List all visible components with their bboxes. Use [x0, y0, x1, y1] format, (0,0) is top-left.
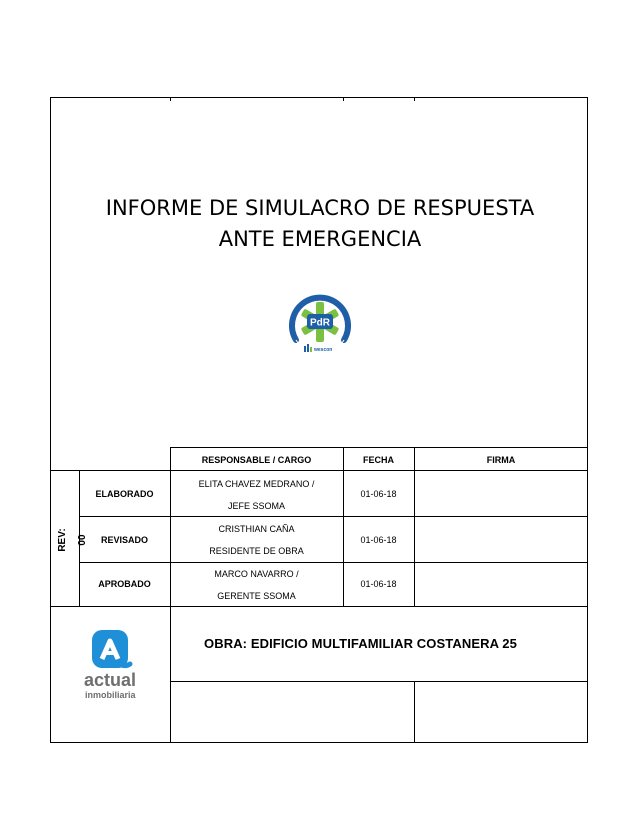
document-title — [52, 193, 588, 255]
actual-logo — [80, 628, 150, 708]
stage-elaborado: ELABORADO — [95, 489, 154, 499]
header-fecha: FECHA — [363, 455, 394, 465]
date-column-line — [414, 447, 415, 606]
row2-name: CRISTHIAN CAÑA — [218, 524, 295, 534]
obra-label: OBRA: EDIFICIO MULTIFAMILIAR COSTANERA 25 — [204, 636, 517, 651]
header-bottom-line — [50, 470, 588, 471]
rev-label: REV: 00 — [57, 528, 88, 552]
header-responsable: RESPONSABLE / CARGO — [201, 455, 312, 465]
pdr-logo — [282, 292, 358, 358]
header-firma: FIRMA — [486, 455, 516, 465]
row1-date: 01-06-18 — [360, 489, 397, 499]
row1-name: ELITA CHAVEZ MEDRANO / — [198, 479, 315, 489]
table-top-line — [170, 447, 588, 448]
row1-bottom-line — [79, 516, 588, 517]
title-line-1: INFORME DE SIMULACRO DE RESPUESTA — [105, 196, 535, 220]
row3-date: 01-06-18 — [360, 579, 397, 589]
row2-date: 01-06-18 — [360, 535, 397, 545]
row3-role: GERENTE SSOMA — [217, 591, 296, 601]
top-tick-2 — [343, 97, 344, 101]
top-tick-1 — [170, 97, 171, 101]
stage-revisado: REVISADO — [100, 535, 148, 545]
logo-column-line — [170, 606, 171, 743]
actual-sub-text: inmobiliaria — [85, 690, 136, 700]
row2-role: RESIDENTE DE OBRA — [209, 546, 304, 556]
table-bottom-line — [50, 606, 588, 607]
actual-brand-text: actual — [84, 670, 137, 690]
obra-bottom-line — [170, 681, 588, 682]
pdr-badge-text: PdR — [310, 317, 330, 329]
row1-role: JEFE SSOMA — [227, 501, 285, 511]
top-tick-3 — [414, 97, 415, 101]
pdr-brand-text: wescon — [314, 347, 333, 353]
row3-name: MARCO NAVARRO / — [214, 569, 299, 579]
footer-split-line — [414, 681, 415, 743]
title-line-2: ANTE EMERGENCIA — [218, 227, 422, 251]
stage-aprobado: APROBADO — [98, 579, 151, 589]
row2-bottom-line — [79, 562, 588, 563]
